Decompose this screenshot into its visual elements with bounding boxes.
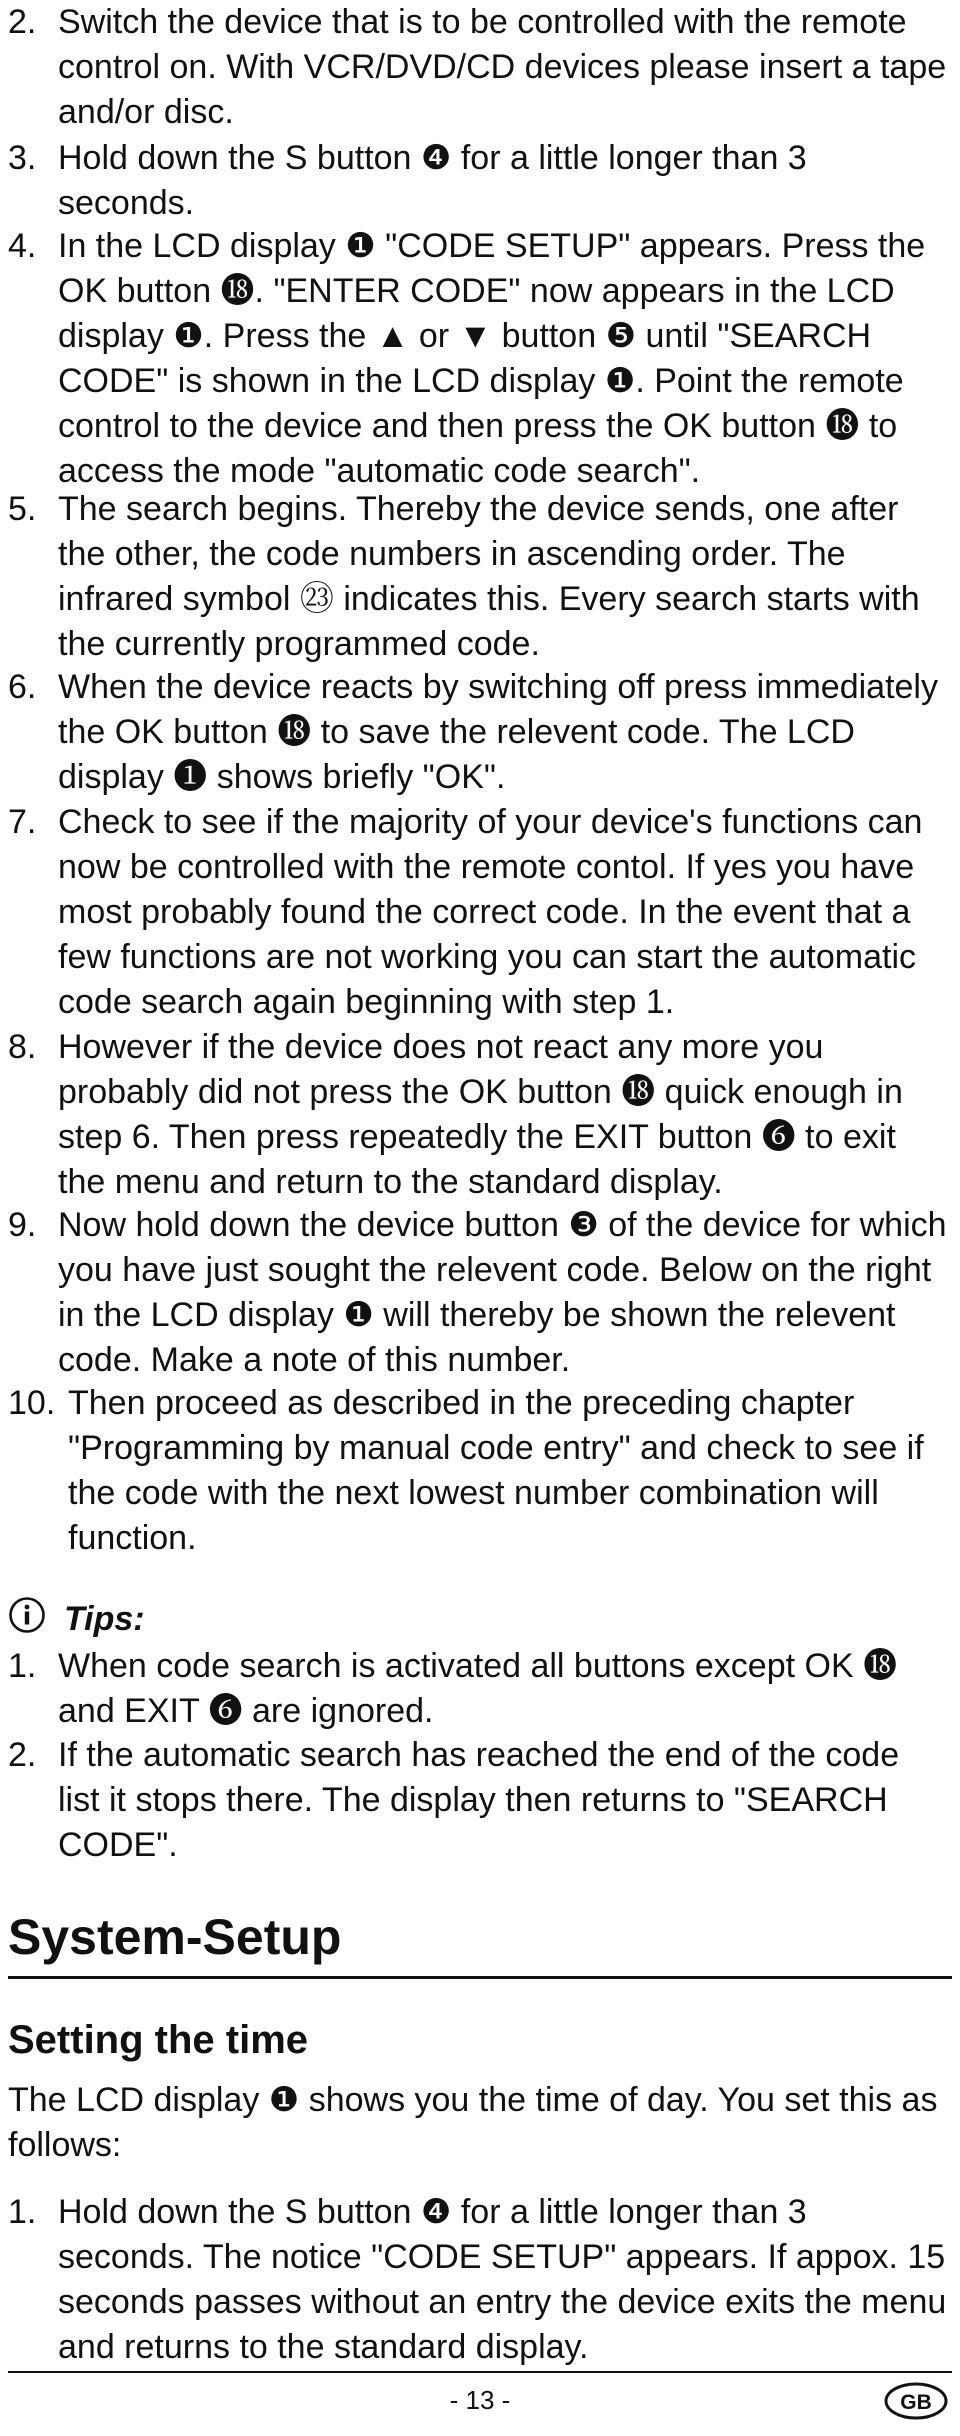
- tip-text: When code search is activated all buttons except OK ⓲ and EXIT ❻ are ignored.: [58, 1647, 898, 1730]
- list-item: [8, 1733, 948, 1868]
- step-number: 2.: [8, 3, 37, 41]
- language-code: GB: [900, 2391, 932, 2414]
- tip-number: 2.: [8, 1736, 37, 1774]
- step-text: The search begins. Thereby the device sends, one after the other, the code numbers in ascending order. The infrared symbol ㉓ indicates this. Every search starts with the currently programmed code.: [58, 490, 920, 663]
- step-number: 6.: [8, 668, 37, 706]
- section-title: System-Setup: [8, 1909, 342, 1965]
- info-icon: [8, 1596, 46, 1643]
- list-item: [8, 1025, 948, 1205]
- step-number: 1.: [8, 2193, 37, 2231]
- step-number: 8.: [8, 1028, 37, 1066]
- tips-heading: [8, 1596, 145, 1642]
- page-number: - 13 -: [449, 2385, 511, 2415]
- footer-divider: [8, 2371, 952, 2373]
- step-text: Hold down the S button ❹ for a little longer than 3 seconds.: [58, 139, 807, 222]
- list-item: [8, 1203, 948, 1383]
- step-text: Switch the device that is to be controlled with the remote control on. With VCR/DVD/CD devices please insert a tape and/or disc.: [58, 3, 947, 131]
- list-item: [8, 1644, 948, 1734]
- step-text: Then proceed as described in the preceding chapter "Programming by manual code entry" and check to see if the code with the next lowest number combination will function.: [68, 1384, 924, 1557]
- step-number: 3.: [8, 139, 37, 177]
- list-item: [8, 487, 948, 667]
- list-item: [8, 800, 948, 1025]
- intro-paragraph: The LCD display ❶ shows you the time of day. You set this as follows:: [8, 2081, 938, 2164]
- step-number: 4.: [8, 227, 37, 265]
- step-number: 5.: [8, 490, 37, 528]
- tip-text: If the automatic search has reached the end of the code list it stops there. The display then returns to "SEARCH CODE".: [58, 1736, 900, 1864]
- section-divider: [8, 1976, 952, 1979]
- list-item: [8, 224, 948, 494]
- step-text: Now hold down the device button ❸ of the device for which you have just sought the relevent code. Below on the right in the LCD display ❶ will thereby be shown the relevent code. Make a note of this number.: [58, 1206, 947, 1379]
- tip-number: 1.: [8, 1647, 37, 1685]
- step-text: Hold down the S button ❹ for a little longer than 3 seconds. The notice "CODE SETUP" appears. If appox. 15 seconds passes without an entry the device exits the menu and returns to the standard display.: [58, 2193, 947, 2366]
- step-text: However if the device does not react any more you probably did not press the OK button ⓲ quick enough in step 6. Then press repeatedly the EXIT button ❻ to exit the menu and return to the standard display.: [58, 1028, 903, 1201]
- step-text: Check to see if the majority of your device's functions can now be controlled with the remote contol. If yes you have most probably found the correct code. In the event that a few functions are not working you can start the automatic code search again beginning with step 1.: [58, 803, 923, 1021]
- subsection-title: Setting the time: [8, 2018, 309, 2062]
- list-item: [8, 136, 948, 226]
- list-item: [8, 665, 948, 800]
- step-number: 10.: [8, 1384, 56, 1422]
- step-number: 7.: [8, 803, 37, 841]
- language-badge: [883, 2381, 949, 2421]
- step-text: When the device reacts by switching off press immediately the OK button ⓲ to save the relevent code. The LCD display ❶ shows briefly "OK".: [58, 668, 938, 796]
- list-item: [8, 0, 948, 135]
- step-number: 9.: [8, 1206, 37, 1244]
- tips-label: Tips:: [64, 1600, 145, 1638]
- list-item: [8, 1381, 948, 1561]
- list-item: [8, 2190, 948, 2370]
- step-text: In the LCD display ❶ "CODE SETUP" appears. Press the OK button ⓲. "ENTER CODE" now appears in the LCD display ❶. Press the ▲ or ▼ button ❺ until "SEARCH CODE" is shown in the LCD display ❶. Point the remote control to the device and then press the OK button ⓲ to access the mode "automatic code search".: [58, 227, 926, 490]
